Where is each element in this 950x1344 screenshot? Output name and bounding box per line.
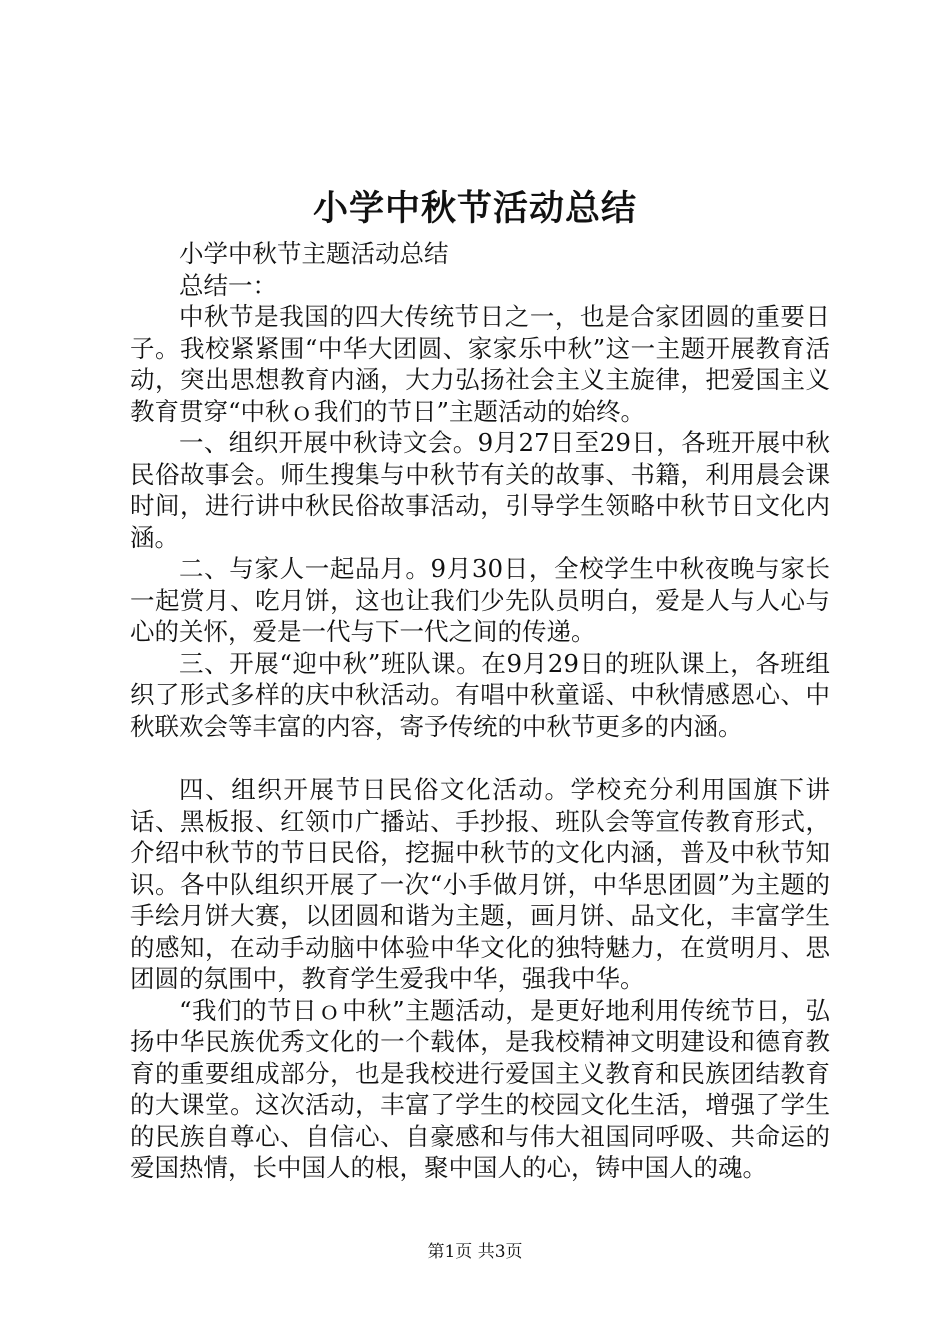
activity-3-paragraph: 三、开展“迎中秋”班队课。在9月29日的班队课上，各班组织了形式多样的庆中秋活动。有唱中秋童谣、中秋情感恩心、中秋联欢会等丰富的内容，寄予传统的中秋节更多的内涵。	[130, 648, 830, 741]
page-footer: 第1页 共3页	[427, 1242, 523, 1262]
activity-1-paragraph: 一、组织开展中秋诗文会。9月27日至29日，各班开展中秋民俗故事会。师生搜集与中秋节有关的故事、书籍，利用晨会课时间，进行讲中秋民俗故事活动，引导学生领略中秋节日文化内涵。	[130, 428, 830, 552]
conclusion-paragraph: “我们的节日ｏ中秋”主题活动，是更好地利用传统节日，弘扬中华民族优秀文化的一个载体，是我校精神文明建设和德育教育的重要组成部分，也是我校进行爱国主义教育和民族团结教育的大课堂。这次活动，丰富了学生的校园文化生活，增强了学生的民族自尊心、自信心、自豪感和与伟大祖国同呼吸、共命运的爱国热情，长中国人的根，聚中国人的心，铸中国人的魂。	[130, 995, 830, 1182]
intro-paragraph: 中秋节是我国的四大传统节日之一，也是合家团圆的重要日子。我校紧紧围“中华大团圆、家家乐中秋”这一主题开展教育活动，突出思想教育内涵，大力弘扬社会主义主旋律，把爱国主义教育贯穿“中秋ｏ我们的节日”主题活动的始终。	[130, 302, 830, 426]
activity-4-paragraph: 四、组织开展节日民俗文化活动。学校充分利用国旗下讲话、黑板报、红领巾广播站、手抄报、班队会等宣传教育形式，介绍中秋节的节日民俗，挖掘中秋节的文化内涵，普及中秋节知识。各中队组织开展了一次“小手做月饼，中华思团圆”为主题的手绘月饼大赛，以团圆和谐为主题，画月饼、品文化，丰富学生的感知，在动手动脑中体验中华文化的独特魅力，在赏明月、思团圆的氛围中，教育学生爱我中华，强我中华。	[130, 775, 830, 993]
activity-2-paragraph: 二、与家人一起品月。9月30日，全校学生中秋夜晚与家长一起赏月、吃月饼，这也让我们少先队员明白，爱是人与人心与心的关怀，爱是一代与下一代之间的传递。	[130, 554, 830, 646]
document-title: 小学中秋节活动总结	[312, 188, 637, 229]
subtitle-paragraph: 小学中秋节主题活动总结	[179, 239, 449, 268]
section-label-paragraph: 总结一：	[179, 270, 277, 300]
document-body	[130, 238, 830, 1184]
